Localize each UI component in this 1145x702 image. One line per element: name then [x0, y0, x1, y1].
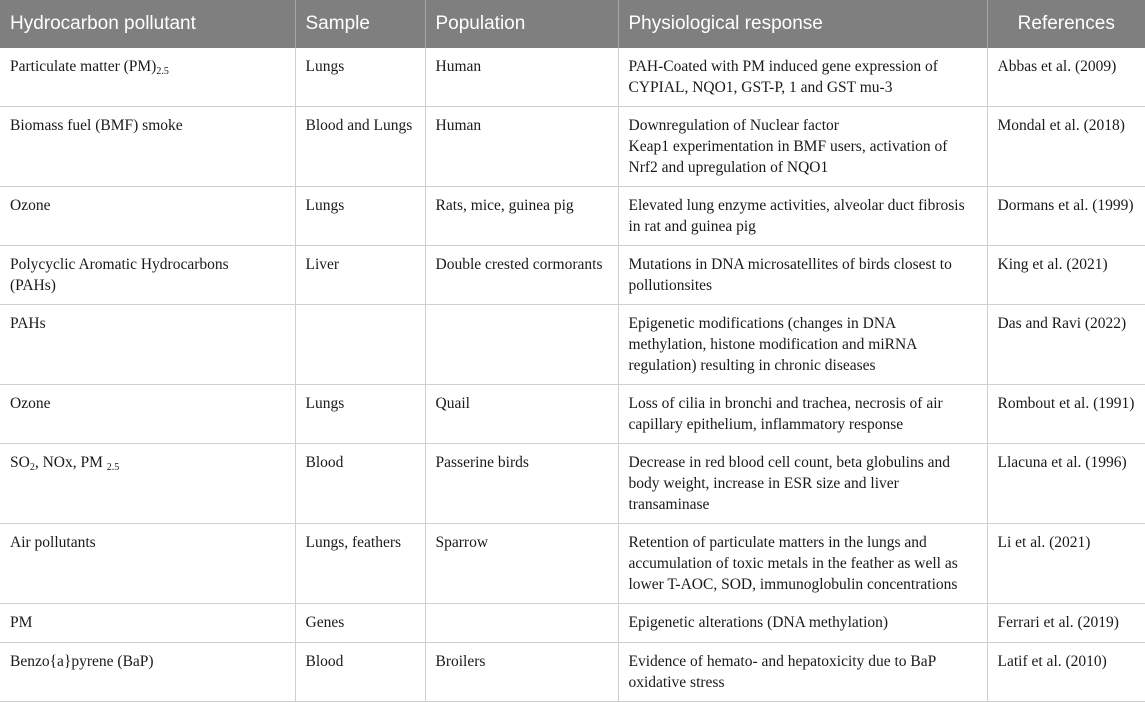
- cell-response: Epigenetic alterations (DNA methylation): [618, 604, 987, 643]
- table-row: [0, 305, 1145, 385]
- header-references: References: [987, 0, 1145, 48]
- cell-response: Elevated lung enzyme activities, alveolar duct fibrosis in rat and guinea pig: [618, 187, 987, 246]
- cell-population: Human: [425, 48, 618, 107]
- cell-reference: Das and Ravi (2022): [987, 305, 1145, 385]
- cell-population: Broilers: [425, 643, 618, 702]
- cell-pollutant: Ozone: [0, 385, 295, 444]
- cell-response: Epigenetic modifications (changes in DNA methylation, histone modification and miRNA regulation) resulting in chronic diseases: [618, 305, 987, 385]
- table-row: [0, 107, 1145, 187]
- cell-population: Passerine birds: [425, 444, 618, 524]
- cell-population: Quail: [425, 385, 618, 444]
- header-population: Population: [425, 0, 618, 48]
- cell-pollutant: Polycyclic Aromatic Hydrocarbons (PAHs): [0, 246, 295, 305]
- cell-reference: Rombout et al. (1991): [987, 385, 1145, 444]
- cell-response: Downregulation of Nuclear factor Keap1 experimentation in BMF users, activation of Nrf2 and upregulation of NQO1: [618, 107, 987, 187]
- cell-population: Rats, mice, guinea pig: [425, 187, 618, 246]
- table-row: [0, 187, 1145, 246]
- cell-response: Decrease in red blood cell count, beta globulins and body weight, increase in ESR size and liver transaminase: [618, 444, 987, 524]
- cell-sample: Genes: [295, 604, 425, 643]
- cell-reference: Ferrari et al. (2019): [987, 604, 1145, 643]
- cell-response: Retention of particulate matters in the lungs and accumulation of toxic metals in the feather as well as lower T-AOC, SOD, immunoglobulin concentrations: [618, 524, 987, 604]
- header-response: Physiological response: [618, 0, 987, 48]
- cell-response: Loss of cilia in bronchi and trachea, necrosis of air capillary epithelium, inflammatory response: [618, 385, 987, 444]
- cell-reference: Latif et al. (2010): [987, 643, 1145, 702]
- header-row: [0, 0, 1145, 48]
- cell-sample: Liver: [295, 246, 425, 305]
- table-row: [0, 604, 1145, 643]
- cell-response: Evidence of hemato- and hepatoxicity due to BaP oxidative stress: [618, 643, 987, 702]
- cell-sample: Lungs: [295, 385, 425, 444]
- cell-response: PAH-Coated with PM induced gene expression of CYPIAL, NQO1, GST-P, 1 and GST mu-3: [618, 48, 987, 107]
- cell-response: Mutations in DNA microsatellites of birds closest to pollutionsites: [618, 246, 987, 305]
- cell-population: Sparrow: [425, 524, 618, 604]
- cell-population: [425, 305, 618, 385]
- cell-sample: Lungs: [295, 48, 425, 107]
- header-pollutant: Hydrocarbon pollutant: [0, 0, 295, 48]
- cell-population: [425, 604, 618, 643]
- cell-sample: Blood and Lungs: [295, 107, 425, 187]
- cell-population: Double crested cormorants: [425, 246, 618, 305]
- table-row: [0, 444, 1145, 524]
- cell-pollutant: PAHs: [0, 305, 295, 385]
- table-row: [0, 643, 1145, 702]
- cell-sample: Lungs, feathers: [295, 524, 425, 604]
- cell-reference: Li et al. (2021): [987, 524, 1145, 604]
- cell-pollutant: Biomass fuel (BMF) smoke: [0, 107, 295, 187]
- cell-pollutant: Ozone: [0, 187, 295, 246]
- table-row: [0, 48, 1145, 107]
- cell-reference: Mondal et al. (2018): [987, 107, 1145, 187]
- cell-reference: Dormans et al. (1999): [987, 187, 1145, 246]
- cell-pollutant: Air pollutants: [0, 524, 295, 604]
- cell-sample: Blood: [295, 643, 425, 702]
- cell-sample: Blood: [295, 444, 425, 524]
- cell-reference: King et al. (2021): [987, 246, 1145, 305]
- cell-sample: Lungs: [295, 187, 425, 246]
- table-row: [0, 246, 1145, 305]
- cell-pollutant: PM: [0, 604, 295, 643]
- cell-population: Human: [425, 107, 618, 187]
- cell-reference: Abbas et al. (2009): [987, 48, 1145, 107]
- cell-pollutant: Particulate matter $(PM)_{2.5}$: [0, 48, 295, 107]
- table-row: [0, 385, 1145, 444]
- cell-reference: Llacuna et al. (1996): [987, 444, 1145, 524]
- cell-pollutant: Benzo{a}pyrene (BaP): [0, 643, 295, 702]
- cell-sample: [295, 305, 425, 385]
- header-sample: Sample: [295, 0, 425, 48]
- cell-pollutant: $SO_2$, NOx, PM $_{2.5}$: [0, 444, 295, 524]
- table-row: [0, 524, 1145, 604]
